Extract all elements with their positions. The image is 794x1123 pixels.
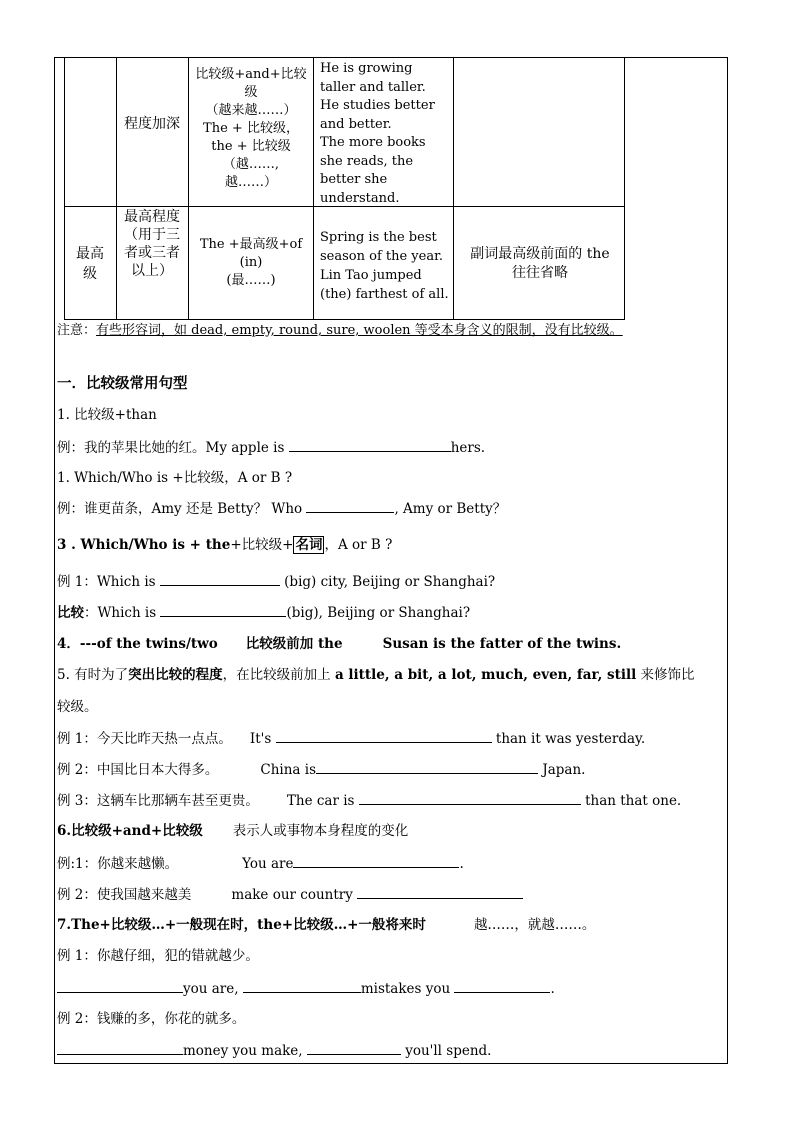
p1-title: 1. 比较级+than xyxy=(57,407,157,423)
p2-title: 1. Which/Who is +比较级，A or B ? xyxy=(57,470,293,486)
p7-example2: 例 2：钱赚的多，你花的就多。 xyxy=(57,1011,246,1027)
answer-blank[interactable] xyxy=(307,1040,401,1055)
example-line: The more books xyxy=(320,135,426,150)
p7-ex2-b: you'll spend. xyxy=(405,1043,492,1059)
p5-example1 xyxy=(57,728,645,749)
p6-example2 xyxy=(57,884,523,905)
example-line: she reads, the xyxy=(320,153,414,169)
example-line: taller and taller. xyxy=(320,79,426,95)
example-line: season of the year. xyxy=(320,249,444,264)
example-line: He studies better xyxy=(320,98,435,113)
p5-ex3-end: than that one. xyxy=(585,793,682,809)
p7-ex1-b: mistakes you xyxy=(360,981,451,997)
structure-line: 比较级+and+比较级 xyxy=(195,67,307,100)
p3-cmp-end: (big), Beijing or Shanghai? xyxy=(286,605,471,621)
row2-note: 副词最高级前面的 the 往往省略 xyxy=(470,246,610,281)
p7-title-text: 7.The+比较级…+一般现在时，the+比较级…+一般将来时 xyxy=(57,917,426,933)
p5 xyxy=(57,665,695,685)
section-title: 一．比较级常用句型 xyxy=(57,375,188,392)
example-line: Spring is the best xyxy=(320,230,437,245)
p5-ex2-cn: 例 2：中国比日本大得多。 xyxy=(57,762,219,778)
structure-line: (最……) xyxy=(226,273,276,288)
answer-blank[interactable] xyxy=(293,853,459,868)
p3-ex1-end: (big) city, Beijing or Shanghai? xyxy=(284,574,496,590)
table-line xyxy=(624,57,625,320)
row2-label: 最高程度（用于三者或三者以上） xyxy=(124,209,180,279)
p2-example-end: , Amy or Betty？ xyxy=(394,501,507,517)
p5-c: ，在比较级前加上 xyxy=(222,667,335,683)
answer-blank[interactable] xyxy=(243,978,361,993)
p7-example1-blanks xyxy=(57,978,555,999)
structure-line: 越……） xyxy=(224,175,277,190)
p3-title-d: ，A or B ? xyxy=(324,537,393,553)
p4-c: Susan is the fatter of the twins. xyxy=(382,636,622,652)
row2-category: 最高级 xyxy=(76,246,104,282)
notice xyxy=(57,321,623,341)
structure-line: (in) xyxy=(239,255,263,270)
example-line: understand. xyxy=(320,190,400,206)
p3-ex1-text: 例 1：Which is xyxy=(57,574,156,590)
answer-blank[interactable] xyxy=(57,1040,183,1055)
row1-structure xyxy=(190,66,312,192)
p1-example-text: 例：我的苹果比她的红。My apple is xyxy=(57,440,285,456)
p3-cmp-text: ：Which is xyxy=(84,605,157,621)
table-line xyxy=(116,57,117,320)
p6-desc: 表示人或事物本身程度的变化 xyxy=(232,823,409,839)
answer-blank[interactable] xyxy=(306,498,394,513)
p2-example-text: 例：谁更苗条，Amy 还是 Betty？ Who xyxy=(57,501,303,517)
table-line xyxy=(453,57,454,320)
p4 xyxy=(57,634,621,654)
row1-label: 程度加深 xyxy=(124,116,180,132)
answer-blank[interactable] xyxy=(289,437,451,452)
table-line xyxy=(64,319,625,320)
p5-example2 xyxy=(57,759,585,780)
p6-ex2-en: make our country xyxy=(231,887,353,903)
p3-title-c: +比较级+ xyxy=(230,537,294,553)
structure-line: The +最高级+of xyxy=(199,237,303,252)
p2-example xyxy=(57,498,506,519)
structure-line: （越……, xyxy=(222,157,280,172)
row1-examples xyxy=(320,60,452,208)
p5-ex1-en: It's xyxy=(249,731,272,747)
p6-ex1-en: You are xyxy=(242,856,294,872)
p5-d: a little, a bit, a lot, much, even, far, still xyxy=(334,667,637,683)
p5-a: 5. 有时为了 xyxy=(57,667,129,683)
answer-blank[interactable] xyxy=(357,884,523,899)
p1-example-end: hers. xyxy=(450,440,486,456)
p5-ex2-end: Japan. xyxy=(542,762,586,778)
p3-title-a: 3 . Which/Who is + xyxy=(57,537,206,553)
structure-line: the + 比较级 xyxy=(211,139,291,154)
example-line: Lin Tao jumped xyxy=(320,268,422,283)
answer-blank[interactable] xyxy=(454,978,550,993)
p3-example1 xyxy=(57,571,495,592)
table-line xyxy=(313,57,314,320)
table-line xyxy=(64,57,65,320)
p6-title-text: 6.比较级+and+比较级 xyxy=(57,823,203,839)
answer-blank[interactable] xyxy=(57,978,183,993)
notice-text: 有些形容词，如 dead, empty, round, sure, woolen 等受本身含义的限制，没有比较级。 xyxy=(96,323,623,338)
p6-example1 xyxy=(57,853,464,874)
row2-structure xyxy=(190,236,312,290)
p5-e: 来修饰比 xyxy=(636,667,695,683)
p4-a: 4．---of the twins/two xyxy=(57,636,218,652)
p6-ex1-cn: 例:1：你越来越懒。 xyxy=(57,856,179,872)
p3-title-b: the xyxy=(205,537,231,553)
example-line: He is growing xyxy=(320,61,413,76)
p3-title xyxy=(57,535,392,555)
p6-ex1-end: . xyxy=(459,856,464,872)
table-line xyxy=(188,57,189,320)
structure-line: The + 比较级， xyxy=(203,121,299,136)
p6-title xyxy=(57,821,408,841)
p5-ex1-cn: 例 1：今天比昨天热一点点。 xyxy=(57,731,232,747)
p5-example3 xyxy=(57,790,681,811)
noun-box: 名词 xyxy=(295,537,323,553)
example-line: (the) farthest of all. xyxy=(320,287,449,302)
p3-compare xyxy=(57,602,470,623)
p7-desc: 越……，就越……。 xyxy=(473,917,596,933)
p5-cont: 较级。 xyxy=(57,699,98,715)
p5-ex1-end: than it was yesterday. xyxy=(495,731,646,747)
p7-example2-blanks xyxy=(57,1040,491,1061)
p7-title xyxy=(57,915,595,935)
p7-ex1-end: . xyxy=(550,981,555,997)
p5-b: 突出比较的程度 xyxy=(128,667,223,683)
example-line: better she xyxy=(320,172,388,187)
p5-ex3-cn: 例 3：这辆车比那辆车甚至更贵。 xyxy=(57,793,259,809)
structure-line: （越来越……） xyxy=(205,103,297,118)
answer-blank[interactable] xyxy=(160,571,280,586)
p7-ex2-a: money you make, xyxy=(183,1043,303,1059)
p7-ex1-a: you are, xyxy=(183,981,239,997)
example-line: and better. xyxy=(320,116,392,132)
row2-examples xyxy=(320,228,452,304)
p5-ex3-en: The car is xyxy=(286,793,355,809)
p1-example xyxy=(57,437,485,458)
answer-blank[interactable] xyxy=(276,728,492,743)
p4-b: 比较级前加 the xyxy=(245,636,343,652)
answer-blank[interactable] xyxy=(316,759,538,774)
p5-ex2-en: China is xyxy=(260,762,317,778)
p6-ex2-cn: 例 2：使我国越来越美 xyxy=(57,887,192,903)
answer-blank[interactable] xyxy=(160,602,286,617)
notice-prefix: 注意： xyxy=(57,323,97,338)
p7-example1: 例 1：你越仔细，犯的错就越少。 xyxy=(57,948,259,964)
answer-blank[interactable] xyxy=(359,790,581,805)
compare-label: 比较 xyxy=(57,605,84,621)
